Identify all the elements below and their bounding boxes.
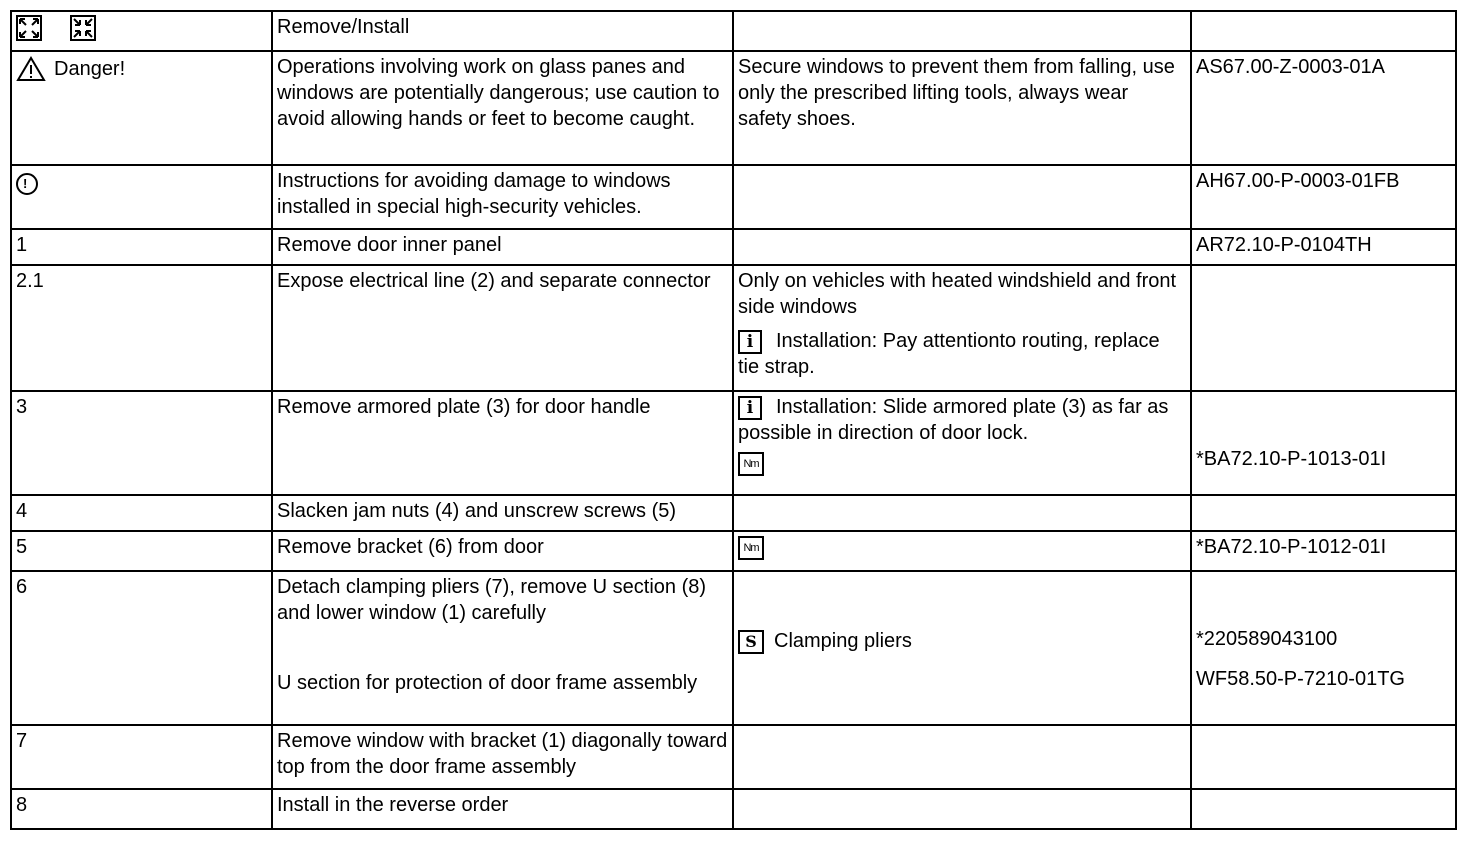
special-tool-icon: S (738, 630, 764, 654)
info-icon: i (738, 396, 762, 420)
step-text: Remove window with bracket (1) diagonally toward top from the door frame assembly (272, 725, 733, 789)
step-row (11, 495, 1456, 531)
step-text: Detach clamping pliers (7), remove U section (8) and lower window (1) carefully (277, 576, 707, 624)
step-row (11, 725, 1456, 789)
step-row (11, 789, 1456, 829)
step-row (11, 571, 1456, 725)
step-number: 6 (11, 571, 272, 725)
notice-ref: AH67.00-P-0003-01FB (1191, 165, 1456, 229)
step-ref-secondary: WF58.50-P-7210-01TG (1196, 668, 1405, 690)
step-row (11, 229, 1456, 265)
step-number: 2.1 (11, 265, 272, 391)
procedure-table (10, 10, 1457, 830)
notice-row (11, 165, 1456, 229)
remove-install-icons (11, 11, 272, 51)
step-install-note: Installation: Slide armored plate (3) as far as possible in direction of door lock. (738, 396, 1169, 444)
header-title: Remove/Install (272, 11, 733, 51)
step-text: Remove bracket (6) from door (272, 531, 733, 571)
notice-text: Instructions for avoiding damage to windows installed in special high-security vehicles. (272, 165, 733, 229)
step-number: 8 (11, 789, 272, 829)
step-ref: *220589043100 (1196, 628, 1338, 650)
warning-triangle-icon (16, 56, 46, 82)
step-text: Slacken jam nuts (4) and unscrew screws (5) (272, 495, 733, 531)
remove-icon (16, 15, 42, 41)
danger-text: Operations involving work on glass panes and windows are potentially dangerous; use caution to avoid allowing hands or feet to become caught. (272, 51, 733, 165)
step-text: Remove armored plate (3) for door handle (272, 391, 733, 495)
step-text: Install in the reverse order (272, 789, 733, 829)
step-row (11, 265, 1456, 391)
step-install-note: Installation: Pay attentionto routing, replace tie strap. (738, 330, 1160, 378)
header-row (11, 11, 1456, 51)
notice-icon: ! (16, 173, 38, 195)
step-note: Only on vehicles with heated windshield and front side windows (738, 270, 1177, 318)
step-text-secondary: U section for protection of door frame assembly (277, 672, 698, 694)
danger-measure: Secure windows to prevent them from falling, use only the prescribed lifting tools, always wear safety shoes. (733, 51, 1191, 165)
install-icon (70, 15, 96, 41)
step-tool: Clamping pliers (774, 630, 912, 652)
step-row (11, 531, 1456, 571)
step-row (11, 391, 1456, 495)
step-text: Remove door inner panel (272, 229, 733, 265)
info-icon: i (738, 330, 762, 354)
step-number: 3 (11, 391, 272, 495)
torque-nm-icon: Nm (738, 536, 764, 560)
danger-label: Danger! (54, 58, 126, 80)
step-ref: *BA72.10-P-1012-01I (1191, 531, 1456, 571)
step-text: Expose electrical line (2) and separate connector (272, 265, 733, 391)
step-number: 7 (11, 725, 272, 789)
step-number: 4 (11, 495, 272, 531)
danger-row (11, 51, 1456, 165)
torque-nm-icon: Nm (738, 452, 764, 476)
step-number: 5 (11, 531, 272, 571)
danger-ref: AS67.00-Z-0003-01A (1191, 51, 1456, 165)
step-number: 1 (11, 229, 272, 265)
step-ref: AR72.10-P-0104TH (1191, 229, 1456, 265)
step-ref: *BA72.10-P-1013-01I (1196, 448, 1387, 470)
